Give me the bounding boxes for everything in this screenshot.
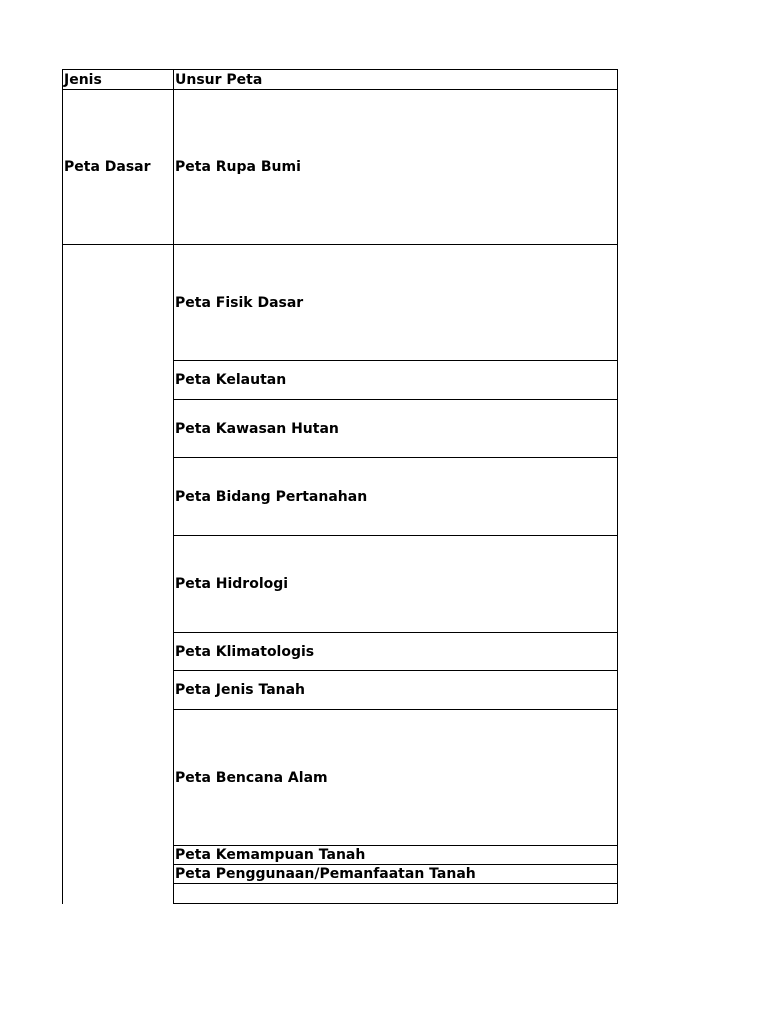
- right-border: [617, 69, 618, 904]
- spreadsheet-table: [62, 69, 618, 904]
- header-jenis: Jenis: [64, 71, 102, 88]
- unsur-cell: Peta Rupa Bumi: [175, 159, 301, 175]
- top-border: [62, 69, 618, 70]
- unsur-cell: Peta Penggunaan/Pemanfaatan Tanah: [175, 866, 476, 882]
- column-divider: [173, 69, 174, 904]
- unsur-cell: Peta Kelautan: [175, 372, 287, 388]
- unsur-cell: Peta Jenis Tanah: [175, 682, 306, 698]
- unsur-cell: Peta Bencana Alam: [175, 769, 328, 786]
- jenis-cell: Peta Dasar: [64, 159, 151, 175]
- bottom-border: [173, 903, 618, 904]
- unsur-cell: Peta Kawasan Hutan: [175, 420, 339, 437]
- left-border: [62, 69, 63, 904]
- unsur-cell: Peta Kemampuan Tanah: [175, 847, 366, 863]
- unsur-cell: Peta Bidang Pertanahan: [175, 488, 368, 505]
- header-unsur-peta: Unsur Peta: [175, 71, 263, 88]
- unsur-cell: Peta Klimatologis: [175, 643, 315, 660]
- group-1-bottom-border: [62, 244, 618, 245]
- unsur-cell: Peta Fisik Dasar: [175, 294, 304, 311]
- row-border: [173, 883, 618, 884]
- unsur-cell: Peta Hidrologi: [175, 576, 289, 592]
